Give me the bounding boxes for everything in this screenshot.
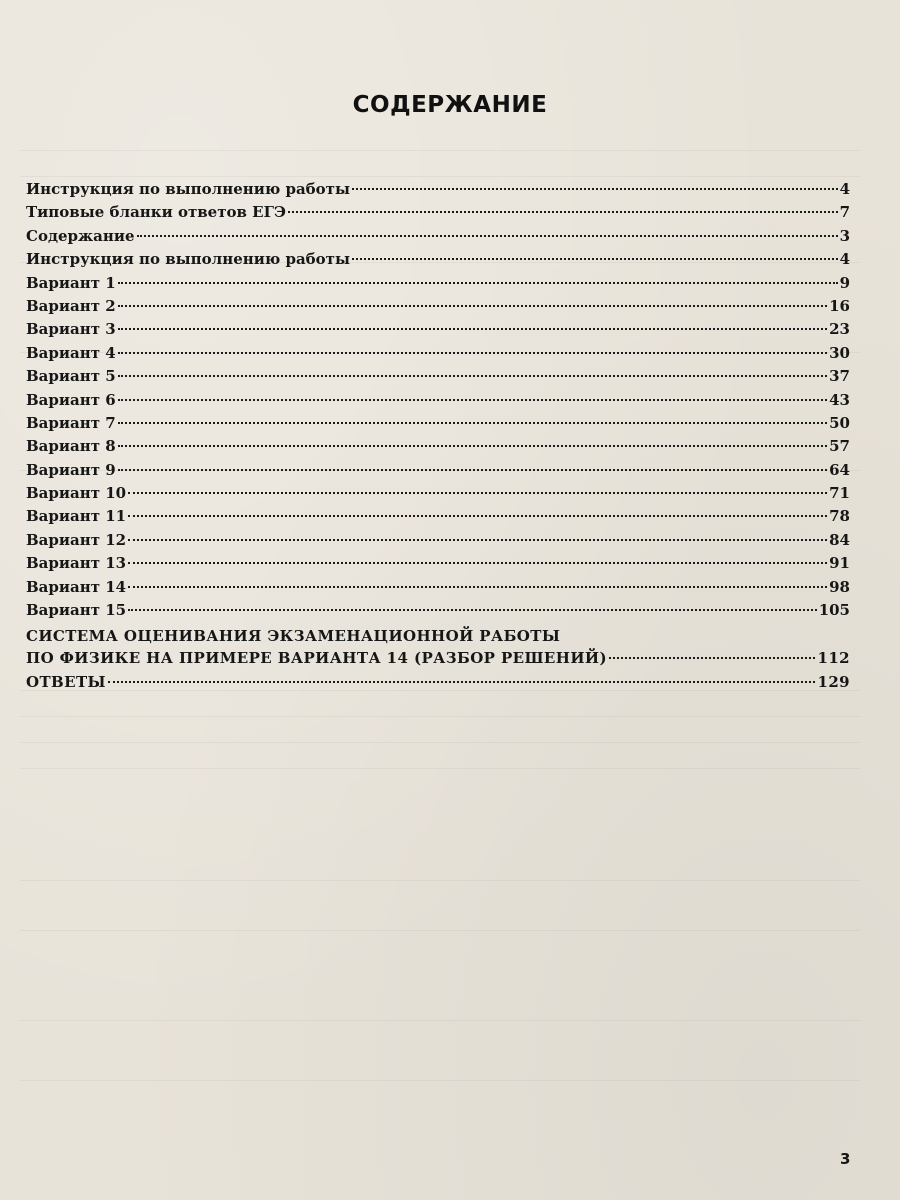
dot-leader <box>288 211 838 213</box>
toc-entry-label: Вариант 1 <box>26 273 116 292</box>
toc-entry-label: Вариант 8 <box>26 437 116 456</box>
toc-entry-label: Вариант 13 <box>26 554 127 573</box>
grading-heading-line2 <box>26 649 850 673</box>
dot-leader <box>118 399 827 401</box>
toc-entry-page: 7 <box>839 203 850 222</box>
toc-entry-label: Типовые бланки ответов ЕГЭ <box>26 203 286 222</box>
toc-entry[interactable] <box>26 274 850 297</box>
toc-entry-page: 71 <box>829 484 850 503</box>
toc-entry-page: 4 <box>839 250 850 269</box>
toc-entry-page: 98 <box>829 577 850 596</box>
grading-heading-line1: СИСТЕМА ОЦЕНИВАНИЯ ЭКЗАМЕНАЦИОННОЙ РАБОТЫ <box>26 627 561 646</box>
toc-entry-label: Вариант 4 <box>26 343 116 362</box>
toc-entry-page: 37 <box>829 367 850 386</box>
dot-leader <box>118 469 827 471</box>
toc-entry-page: 78 <box>829 507 850 526</box>
toc-entry[interactable] <box>26 414 850 437</box>
toc-entry[interactable] <box>26 227 850 250</box>
dot-leader <box>118 422 827 424</box>
toc-entry[interactable] <box>26 203 850 226</box>
toc-entry-page: 30 <box>829 343 850 362</box>
toc-entry-page: 23 <box>829 320 850 339</box>
toc-entry-label: Вариант 12 <box>26 530 127 549</box>
toc-entry-answers[interactable] <box>26 673 850 696</box>
toc-entry-label: Вариант 7 <box>26 413 116 432</box>
dot-leader <box>137 235 838 237</box>
dot-leader <box>128 492 827 494</box>
toc-entry[interactable] <box>26 484 850 507</box>
page-title: СОДЕРЖАНИЕ <box>352 92 548 118</box>
toc-entry-label: Вариант 9 <box>26 460 116 479</box>
dot-leader <box>352 258 838 260</box>
dot-leader <box>128 562 827 564</box>
toc-entry-page: 64 <box>829 460 850 479</box>
toc-entry-label: Содержание <box>26 226 135 245</box>
dot-leader <box>118 352 827 354</box>
toc-entry[interactable] <box>26 180 850 203</box>
toc-entry[interactable] <box>26 437 850 460</box>
dot-leader <box>609 657 816 659</box>
toc-entry-label: ПО ФИЗИКЕ НА ПРИМЕРЕ ВАРИАНТА 14 (РАЗБОР РЕШЕНИЙ) <box>26 649 607 668</box>
dot-leader <box>128 539 827 541</box>
toc-entry-label: Вариант 14 <box>26 577 127 596</box>
toc-entry-page: 91 <box>829 554 850 573</box>
toc-entry-grading-system[interactable] <box>26 627 850 673</box>
toc-entry[interactable] <box>26 531 850 554</box>
toc-entry-page: 9 <box>839 273 850 292</box>
toc-entry-label: Вариант 2 <box>26 296 116 315</box>
page-number: 3 <box>840 1150 851 1168</box>
toc-entry[interactable] <box>26 250 850 273</box>
toc-entry[interactable] <box>26 578 850 601</box>
toc-entry-label: Инструкция по выполнению работы <box>26 250 351 269</box>
toc-entry[interactable] <box>26 391 850 414</box>
toc-entry-label: Вариант 11 <box>26 507 127 526</box>
toc-entry-label: Вариант 3 <box>26 320 116 339</box>
toc-entry-label: Инструкция по выполнению работы <box>26 180 351 198</box>
toc-entry-label: Вариант 15 <box>26 601 127 620</box>
dot-leader <box>128 586 827 588</box>
toc-entry[interactable] <box>26 554 850 577</box>
dot-leader <box>128 515 827 517</box>
toc-entry-page: 112 <box>817 649 850 668</box>
toc-entry-page: 129 <box>817 673 850 692</box>
toc-entry[interactable] <box>26 507 850 530</box>
table-of-contents <box>26 180 850 697</box>
toc-entry-label: Вариант 5 <box>26 367 116 386</box>
toc-entry-page: 105 <box>818 601 850 620</box>
toc-entry-page: 84 <box>829 530 850 549</box>
toc-entry-label: Вариант 10 <box>26 484 127 503</box>
toc-entry[interactable] <box>26 601 850 624</box>
dot-leader <box>108 681 816 683</box>
toc-entry-page: 50 <box>829 413 850 432</box>
toc-entry[interactable] <box>26 297 850 320</box>
dot-leader <box>118 328 827 330</box>
toc-entry[interactable] <box>26 320 850 343</box>
toc-entry-page: 16 <box>829 296 850 315</box>
dot-leader <box>118 375 827 377</box>
toc-entry-page: 57 <box>829 437 850 456</box>
dot-leader <box>352 188 838 190</box>
dot-leader <box>128 609 817 611</box>
dot-leader <box>118 282 838 284</box>
toc-entry-label: Вариант 6 <box>26 390 116 409</box>
dot-leader <box>118 445 827 447</box>
toc-entry-page: 3 <box>839 226 850 245</box>
toc-entry-page: 4 <box>839 180 850 198</box>
dot-leader <box>118 305 827 307</box>
toc-entry-label: ОТВЕТЫ <box>26 673 106 692</box>
toc-entry[interactable] <box>26 461 850 484</box>
toc-entry[interactable] <box>26 344 850 367</box>
toc-entry-page: 43 <box>829 390 850 409</box>
toc-entry[interactable] <box>26 367 850 390</box>
